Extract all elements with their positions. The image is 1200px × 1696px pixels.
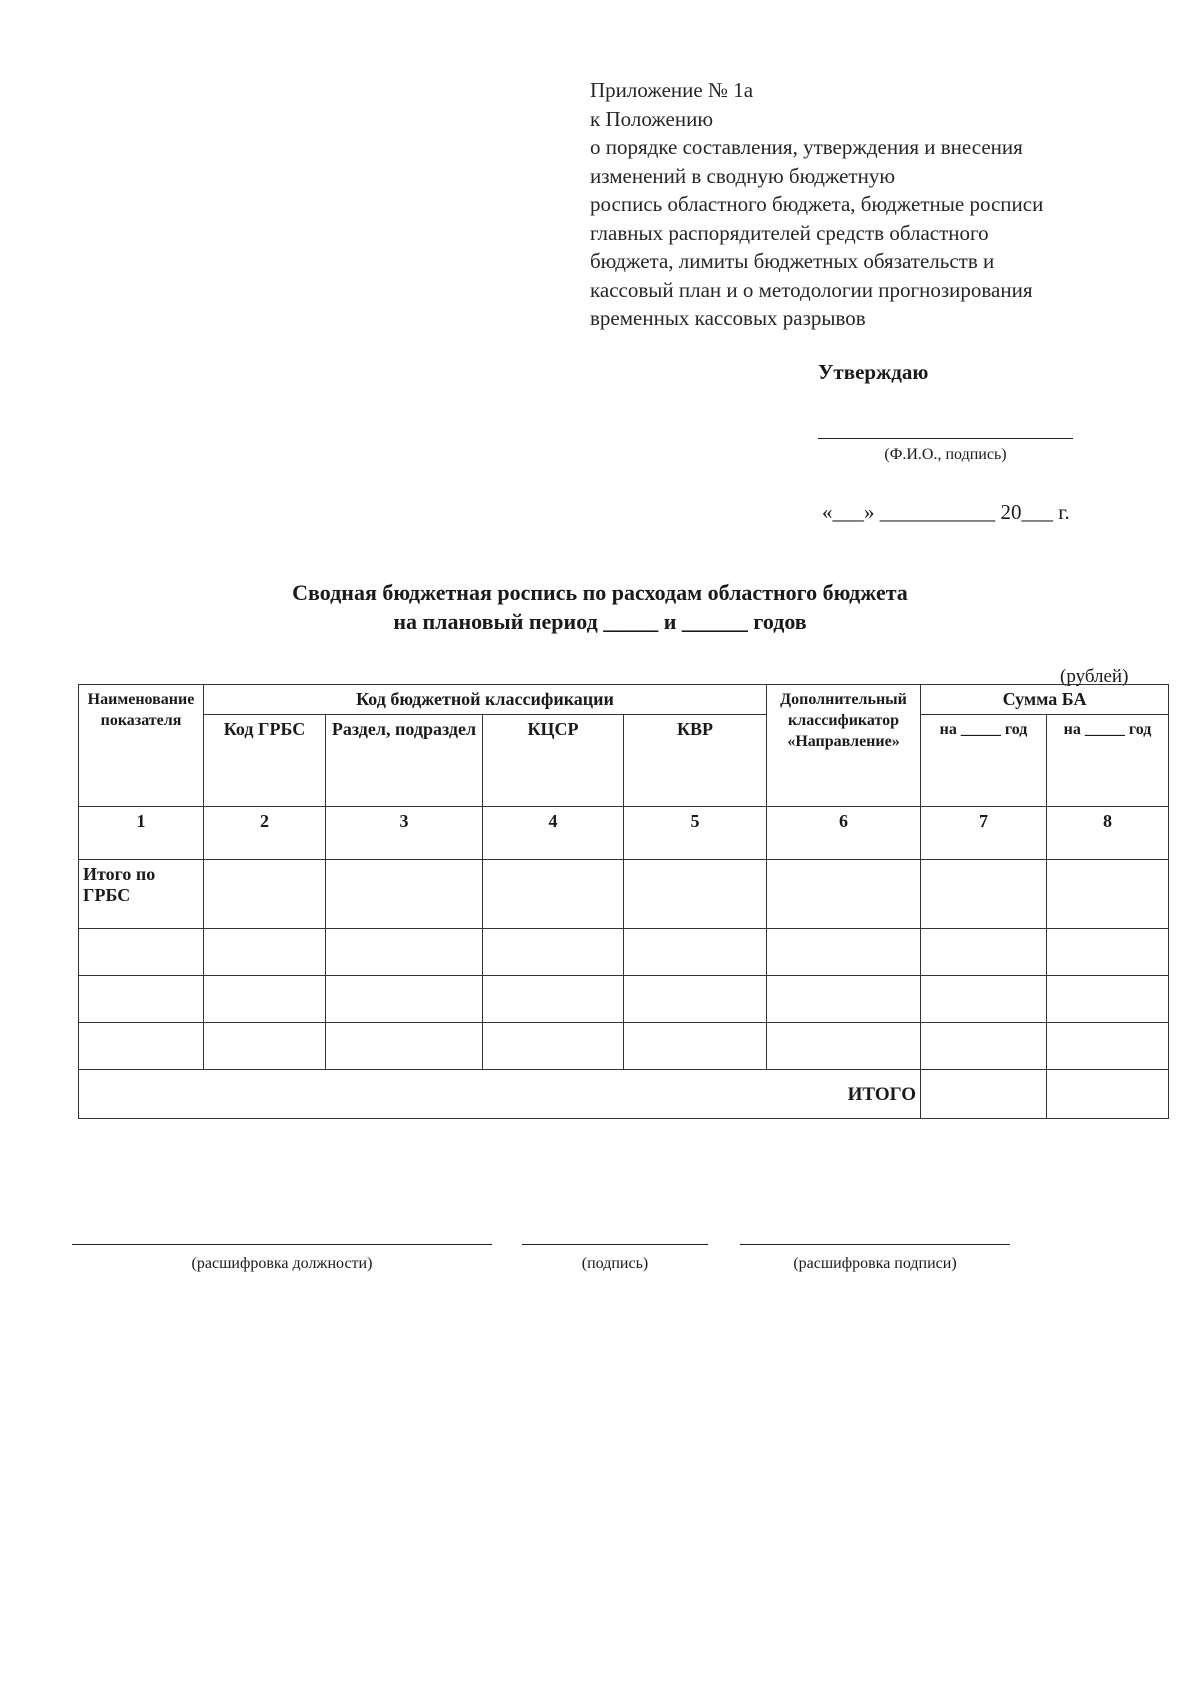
table-cell <box>204 860 326 929</box>
column-number: 4 <box>483 807 624 860</box>
signature-caption: (подпись) <box>581 1255 649 1272</box>
table-cell <box>483 860 624 929</box>
table-cell <box>921 929 1047 976</box>
table-cell <box>483 929 624 976</box>
table-cell <box>624 929 767 976</box>
header-name: Наименование показателя <box>79 685 204 807</box>
header-sum: Сумма БА <box>921 685 1169 715</box>
header-extra-classifier: Дополнительный классификатор «Направление» <box>767 685 921 807</box>
table-subheader-row <box>79 715 1169 807</box>
budget-table <box>78 684 1169 1119</box>
column-number: 2 <box>204 807 326 860</box>
table-cell <box>79 1023 204 1070</box>
table-cell <box>204 976 326 1023</box>
table-cell <box>326 929 483 976</box>
table-cell <box>204 929 326 976</box>
header-year-2: на _____ год <box>1047 715 1169 807</box>
column-number: 3 <box>326 807 483 860</box>
approval-signature-line <box>818 438 1073 439</box>
table-cell <box>624 860 767 929</box>
header-budget-code: Код бюджетной классификации <box>204 685 767 715</box>
signature-decode-block <box>740 1244 1010 1273</box>
table-cell <box>921 976 1047 1023</box>
table-cell <box>483 1023 624 1070</box>
column-number: 8 <box>1047 807 1169 860</box>
units-label: (рублей) <box>1060 666 1129 687</box>
annex-line: Приложение № 1а <box>590 78 754 102</box>
column-number: 6 <box>767 807 921 860</box>
column-numbers-row <box>79 807 1169 860</box>
document-title <box>150 578 1050 636</box>
table-cell <box>79 929 204 976</box>
column-number: 5 <box>624 807 767 860</box>
table-row <box>79 1023 1169 1070</box>
position-caption: (расшифровка должности) <box>191 1255 373 1272</box>
approval-signature-caption: (Ф.И.О., подпись) <box>884 446 1007 463</box>
table-cell <box>624 1023 767 1070</box>
table-row <box>79 860 1169 929</box>
annex-header <box>590 76 1150 333</box>
table-row <box>79 929 1169 976</box>
table-cell <box>767 860 921 929</box>
table-cell <box>1047 1023 1169 1070</box>
annex-line: изменений в сводную бюджетную <box>590 163 896 188</box>
table-cell <box>767 1023 921 1070</box>
total-cell-year-1 <box>921 1070 1047 1119</box>
table-cell <box>1047 929 1169 976</box>
table-cell <box>624 976 767 1023</box>
table-cell <box>921 860 1047 929</box>
header-section: Раздел, подраздел <box>326 715 483 807</box>
annex-line: временных кассовых разрывов <box>590 306 866 330</box>
total-label: ИТОГО <box>79 1070 921 1119</box>
annex-line: к Положению <box>590 106 714 131</box>
column-number: 7 <box>921 807 1047 860</box>
annex-line: главных распорядителей средств областного <box>590 220 989 245</box>
annex-line: роспись областного бюджета, бюджетные росписи <box>590 192 1044 216</box>
table-cell <box>1047 976 1169 1023</box>
table-cell <box>767 929 921 976</box>
header-year-1: на _____ год <box>921 715 1047 807</box>
annex-line: о порядке составления, утверждения и внесения <box>590 135 1023 159</box>
annex-line: бюджета, лимиты бюджетных обязательств и <box>590 249 995 273</box>
total-cell-year-2 <box>1047 1070 1169 1119</box>
table-cell <box>483 976 624 1023</box>
table-header-row <box>79 685 1169 715</box>
title-line-2: на плановый период _____ и ______ годов <box>393 609 807 634</box>
table-cell <box>326 1023 483 1070</box>
signature-decode-line <box>740 1244 1010 1245</box>
table-cell <box>1047 860 1169 929</box>
position-signature-block <box>72 1244 492 1273</box>
table-cell <box>921 1023 1047 1070</box>
signature-block <box>522 1244 708 1273</box>
total-row <box>79 1070 1169 1119</box>
signature-decode-caption: (расшифровка подписи) <box>793 1255 957 1272</box>
table-cell <box>767 976 921 1023</box>
approval-title: Утверждаю <box>818 360 929 384</box>
column-number: 1 <box>79 807 204 860</box>
annex-line: кассовый план и о методологии прогнозирования <box>590 277 1033 302</box>
header-grbs: Код ГРБС <box>204 715 326 807</box>
position-line <box>72 1244 492 1245</box>
approval-date: «___» ___________ 20___ г. <box>822 500 1070 524</box>
table-cell <box>326 976 483 1023</box>
table-cell <box>326 860 483 929</box>
header-kcsr: КЦСР <box>483 715 624 807</box>
title-line-1: Сводная бюджетная роспись по расходам областного бюджета <box>292 580 908 605</box>
table-cell <box>204 1023 326 1070</box>
header-kvr: КВР <box>624 715 767 807</box>
table-row <box>79 976 1169 1023</box>
table-cell <box>79 976 204 1023</box>
row-label-grbs-total: Итого по ГРБС <box>79 860 204 929</box>
signature-line <box>522 1244 708 1245</box>
